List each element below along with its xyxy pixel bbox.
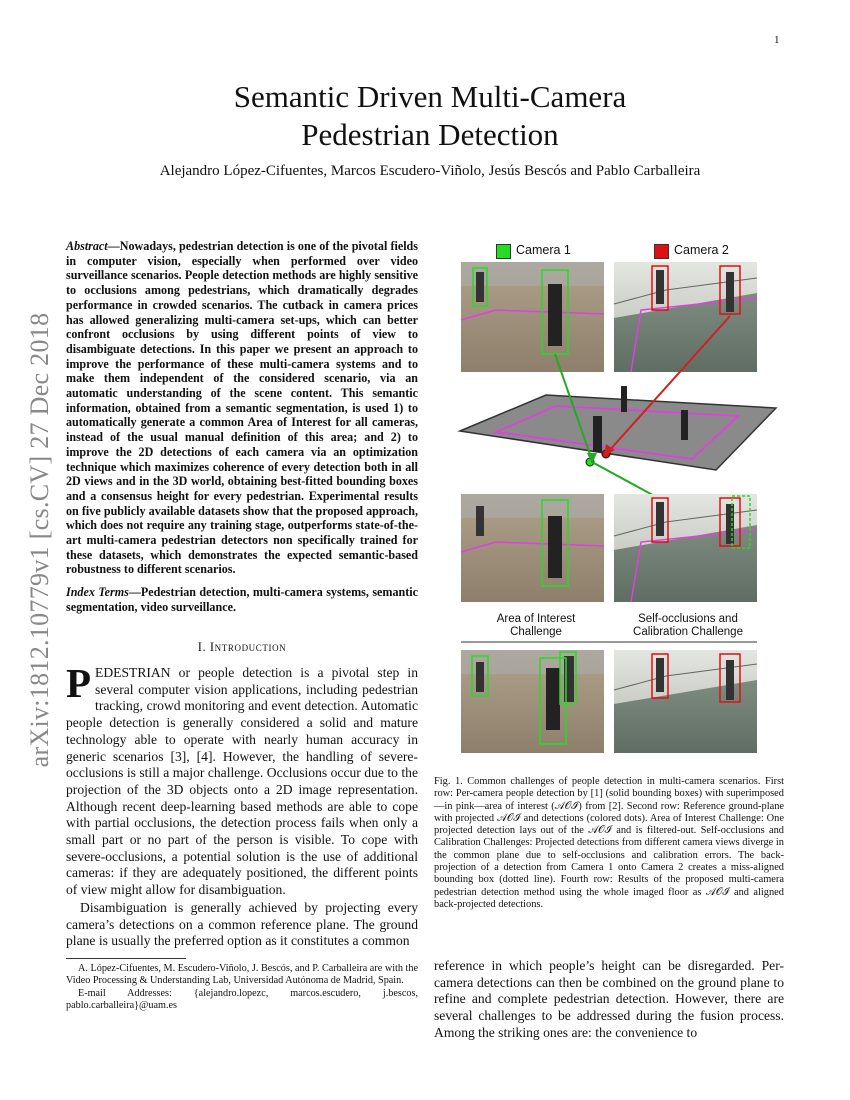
aoi-label-line-2: Challenge (510, 626, 562, 638)
arxiv-identifier: arXiv:1812.10779v1 [cs.CV] 27 Dec 2018 (25, 312, 54, 768)
index-terms (66, 585, 418, 614)
row4-camera1-image (461, 650, 604, 753)
footnote-affiliation: A. López-Cifuentes, M. Escudero-Viñolo, J. Bescós, and P. Carballeira are with the Video Processing & Understanding Lab, Universidad Autónoma de Madrid, Spain. (66, 963, 418, 987)
drop-cap: P (66, 660, 92, 706)
author-list: Alejandro López-Cifuentes, Marcos Escudero-Viñolo, Jesús Bescós and Pablo Carballeira (159, 163, 701, 179)
intro-paragraph-2: Disambiguation is generally achieved by projecting every camera’s detections on a common reference plane. The ground plane is usually the preferred option as it constitutes a common (66, 899, 418, 949)
camera-2-legend-label: Camera 2 (674, 243, 729, 257)
abstract (66, 239, 418, 577)
arxiv-sidebar (20, 290, 60, 790)
camera-1-legend-label: Camera 1 (516, 243, 571, 257)
footnote-emails: E-mail Addresses: {alejandro.lopezc, marcos.escudero, j.bescos, pablo.carballeira}@uam.es (66, 987, 418, 1011)
row4-camera2-image (614, 650, 757, 753)
index-terms-label: Index Terms (66, 585, 129, 599)
aoi-label-line-1: Area of Interest (496, 613, 576, 625)
self-label-line-1: Self-occlusions and (638, 613, 738, 625)
page-number: 1 (774, 34, 780, 46)
abstract-text: —Nowadays, pedestrian detection is one of the pivotal fields in computer vision, especially when performed over video surveillance scenarios. People detection methods are highly sensitive to occlusions among pedestrians, which dramatically degrades performance in crowded scenarios. The cutback in camera prices has allowed generalizing multi-camera set-ups, which can better confront occlusions by using different points of view to disambiguate detections. In this paper we present an approach to improve the performance of these multi-camera systems and to make them independent of the considered scenario, via an automatic understanding of the scene content. This semantic information, obtained from a semantic segmentation, is used 1) to automatically generate a common Area of Interest for all cameras, instead of the usual manual definition of this area; and 2) to improve the 2D detections of each camera via an optimization technique which maximizes coherence of every detection both in all 2D views and in the 3D world, obtaining best-fitted bounding boxes and a consensus height for every pedestrian. Experimental results on five publicly available datasets show that the proposed approach, which does not require any training stage, outperforms state-of-the-art multi-camera pedestrian detectors non specifically trained for these datasets, which demonstrates the expected semantic-based robustness to different scenarios. (66, 239, 418, 577)
intro-paragraph-1: EDESTRIAN or people detection is a pivotal step in several computer vision applications, including pedestrian tracking, crowd monitoring and event detection. Automatic people detection is generally considered a solid and mature technology able to operate with nearly human accuracy in generic scenarios [3], [4]. However, the handling of severe-occlusions is still a major challenge. Occlusions occur due to the projection of the 3D objects onto a 2D image representation. Although recent deep-learning based methods are able to cope with partial occlusions, the detection process fails when only a small part or no part of the person is visible. To cope with severe-occlusions, a potential solution is the use of additional cameras: if they are adequately positioned, the different points of view might allow for disambiguation. (66, 665, 418, 898)
self-occlusion-challenge-label (608, 613, 768, 639)
ground-plane (460, 386, 776, 470)
aoi-challenge-label (456, 613, 616, 639)
row1-camera2-image (614, 262, 757, 372)
figure-graphics (456, 238, 786, 758)
footnote-rule (66, 958, 186, 959)
section-heading: I. Introduction (197, 640, 287, 654)
row3-camera2-image (614, 494, 757, 602)
footnote (66, 963, 418, 1012)
title-line-1: Semantic Driven Multi-Camera (233, 79, 627, 114)
column-2-body: reference in which people’s height can be disregarded. Per-camera detections can then be combined on the ground plane to refine and complete pedestrian detection. However, there are several challenges to be addressed during the fusion process. Among the striking ones are: the convenience to (434, 958, 784, 1040)
index-terms-text: —Pedestrian detection, multi-camera systems, semantic segmentation, video surveillance. (66, 585, 418, 614)
row1-camera1-image (461, 262, 604, 372)
figure-1 (456, 238, 786, 758)
row3-camera1-image (461, 494, 604, 602)
abstract-label: Abstract (66, 239, 108, 253)
figure-caption: Fig. 1. Common challenges of people detection in multi-camera scenarios. First row: Per-camera people detection by [1] (solid bounding boxes) with superimposed—in pink—area of interest (𝒜𝒪ℐ) from [2]. Second row: Reference ground-plane with projected 𝒜𝒪ℐ and detections (colored dots). Area of Interest Challenge: One projected detection lays out of the 𝒜𝒪ℐ and is filtered-out. Self-occlusions and Calibration Challenges: Projected detections from different camera views diverge in the common plane due to self-occlusions and calibration errors. The back-projection of a detection from Camera 1 onto Camera 2 creates a miss-aligned bounding box (dotted line). Fourth row: Results of the proposed multi-camera pedestrian detection method using the whole imaged floor as 𝒜𝒪ℐ and aligned back-projected detections. (434, 776, 784, 910)
paper-title (150, 78, 710, 154)
introduction-body (66, 660, 418, 950)
self-label-line-2: Calibration Challenge (633, 626, 743, 638)
title-line-2: Pedestrian Detection (301, 117, 559, 152)
